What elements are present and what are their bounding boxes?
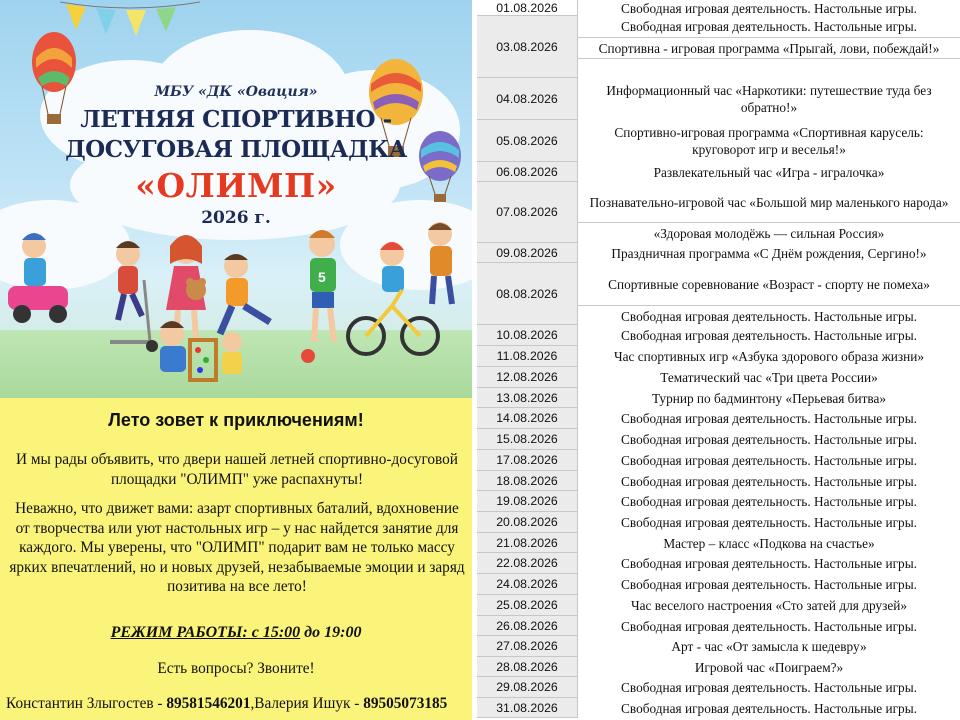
schedule-row (477, 162, 960, 182)
poster-title-line2: ДОСУГОВАЯ ПЛОЩАДКА (65, 136, 407, 163)
schedule-row (477, 263, 960, 325)
schedule-date: 13.08.2026 (477, 388, 578, 407)
schedule-event: Тематический час «Три цвета России» (578, 367, 960, 388)
contact-2-phone[interactable]: 89505073185 (363, 695, 448, 712)
schedule-row (477, 677, 960, 698)
schedule-row (477, 16, 960, 78)
schedule-row (477, 574, 960, 595)
working-hours (0, 624, 472, 642)
poster-title-line1: ЛЕТНЯЯ СПОРТИВНО - (80, 106, 392, 133)
poster-panel (0, 0, 472, 720)
poster-banner (0, 0, 472, 398)
schedule-date: 24.08.2026 (477, 574, 578, 594)
poster-year: 2026 г. (201, 208, 271, 228)
schedule-event: Свободная игровая деятельность. Настольные игры. (578, 698, 960, 718)
schedule-row (477, 471, 960, 491)
schedule-event: Свободная игровая деятельность. Настольные игры. (578, 471, 960, 491)
schedule-event: Свободная игровая деятельность. Настольные игры. (578, 512, 960, 533)
schedule-event: Свободная игровая деятельность. Настольные игры. (578, 305, 960, 326)
contact-1-phone[interactable]: 89581546201 (166, 695, 251, 712)
schedule-event: Спортивна - игровая программа «Прыгай, лови, побеждай!» (578, 37, 960, 59)
schedule-date: 03.08.2026 (477, 16, 578, 77)
schedule-date: 11.08.2026 (477, 346, 578, 366)
schedule-date: 21.08.2026 (477, 533, 578, 552)
schedule-date: 08.08.2026 (477, 263, 578, 324)
schedule-row (477, 595, 960, 616)
info-paragraph-2: Неважно, что движет вами: азарт спортивных баталий, вдохновение от творчества или уют настольных игр – у нас найдется занятие для каждого. Мы уверены, что "ОЛИМП" подарит вам не только массу ярких впечатлений, но и новых друзей, незабываемые эмоции и заряд позитива на все лето! (9, 500, 465, 595)
schedule-event: Свободная игровая деятельность. Настольные игры. (578, 677, 960, 698)
schedule-event: Турнир по бадминтону «Перьевая битва» (578, 388, 960, 408)
schedule-event: Познавательно-игровой час «Большой мир маленького народа» (578, 182, 960, 222)
schedule-date: 26.08.2026 (477, 616, 578, 635)
contacts-line (6, 695, 476, 713)
schedule-row (477, 553, 960, 574)
schedule-event: Свободная игровая деятельность. Настольные игры. (578, 0, 960, 16)
schedule-row (477, 450, 960, 471)
schedule-row (477, 533, 960, 553)
contact-2-name: ,Валерия Ишук - (250, 695, 364, 712)
schedule-row (477, 182, 960, 243)
schedule-event: Информационный час «Наркотики: путешествие туда без обратно!» (578, 78, 960, 120)
children-illustration (0, 210, 472, 398)
schedule-event: Арт - час «От замысла к шедевру» (578, 636, 960, 657)
schedule-event (578, 58, 960, 79)
schedule-date: 28.08.2026 (477, 657, 578, 676)
schedule-row (477, 657, 960, 677)
schedule-date: 27.08.2026 (477, 636, 578, 656)
schedule-row (477, 698, 960, 718)
contact-prompt: Есть вопросы? Звоните! (157, 660, 315, 677)
schedule-table (477, 0, 960, 720)
schedule-event: Свободная игровая деятельность. Настольные игры. (578, 408, 960, 429)
schedule-date: 22.08.2026 (477, 553, 578, 573)
schedule-date: 29.08.2026 (477, 677, 578, 697)
schedule-event: Свободная игровая деятельность. Настольные игры. (578, 616, 960, 636)
schedule-event: «Здоровая молодёжь — сильная Россия» (578, 222, 960, 244)
schedule-event: Игровой час «Поиграем?» (578, 657, 960, 677)
schedule-row (477, 491, 960, 512)
schedule-row (477, 120, 960, 162)
schedule-event: Мастер – класс «Подкова на счастье» (578, 533, 960, 553)
schedule-date: 09.08.2026 (477, 243, 578, 262)
schedule-date: 14.08.2026 (477, 408, 578, 428)
schedule-event: Час спортивных игр «Азбука здорового образа жизни» (578, 346, 960, 367)
schedule-date: 05.08.2026 (477, 120, 578, 161)
schedule-row (477, 243, 960, 263)
contact-1-name: Константин Злыгостев - (6, 695, 167, 712)
schedule-event: Свободная игровая деятельность. Настольные игры. (578, 16, 960, 37)
schedule-event: Свободная игровая деятельность. Настольные игры. (578, 574, 960, 595)
schedule-event: Спортивно-игровая программа «Спортивная карусель: круговорот игр и веселья!» (578, 120, 960, 162)
schedule-event: Свободная игровая деятельность. Настольные игры. (578, 553, 960, 574)
schedule-event: Свободная игровая деятельность. Настольные игры. (578, 325, 960, 346)
schedule-row (477, 429, 960, 450)
schedule-row (477, 388, 960, 408)
schedule-row (477, 78, 960, 120)
schedule-row (477, 325, 960, 346)
schedule-date: 20.08.2026 (477, 512, 578, 532)
schedule-date: 10.08.2026 (477, 325, 578, 345)
info-paragraph-1: И мы рады объявить, что двери нашей летней спортивно-досуговой площадки "ОЛИМП" уже распахнуты! (16, 451, 458, 488)
schedule-row (477, 367, 960, 388)
schedule-event: Свободная игровая деятельность. Настольные игры. (578, 450, 960, 471)
schedule-row (477, 512, 960, 533)
info-heading: Лето зовет к приключениям! (108, 410, 364, 430)
svg-text:5: 5 (318, 269, 326, 285)
schedule-date: 25.08.2026 (477, 595, 578, 615)
schedule-event: Праздничная программа «С Днём рождения, Сергино!» (578, 243, 960, 263)
poster-title-name: «ОЛИМП» (135, 166, 337, 205)
working-hours-label: РЕЖИМ РАБОТЫ: с 15:00 (110, 624, 301, 641)
schedule-row (477, 408, 960, 429)
schedule-event: Свободная игровая деятельность. Настольные игры. (578, 429, 960, 450)
working-hours-end: до 19:00 (304, 624, 362, 641)
bunting-decoration (60, 0, 200, 40)
schedule-date: 17.08.2026 (477, 450, 578, 470)
schedule-date: 07.08.2026 (477, 182, 578, 242)
schedule-date: 15.08.2026 (477, 429, 578, 449)
schedule-date: 06.08.2026 (477, 162, 578, 181)
schedule-date: 12.08.2026 (477, 367, 578, 387)
schedule-row (477, 0, 960, 16)
schedule-row (477, 346, 960, 367)
schedule-date: 31.08.2026 (477, 698, 578, 717)
schedule-date: 18.08.2026 (477, 471, 578, 490)
schedule-event: Развлекательный час «Игра - игралочка» (578, 162, 960, 182)
schedule-row (477, 616, 960, 636)
schedule-row (477, 636, 960, 657)
organization-name: МБУ «ДК «Овация» (154, 84, 318, 100)
schedule-date: 04.08.2026 (477, 78, 578, 119)
schedule-event: Спортивные соревнование «Возраст - спорту не помеха» (578, 263, 960, 305)
schedule-date: 01.08.2026 (477, 0, 578, 15)
schedule-event: Свободная игровая деятельность. Настольные игры. (578, 491, 960, 512)
schedule-event: Час веселого настроения «Сто затей для друзей» (578, 595, 960, 616)
schedule-date: 19.08.2026 (477, 491, 578, 511)
